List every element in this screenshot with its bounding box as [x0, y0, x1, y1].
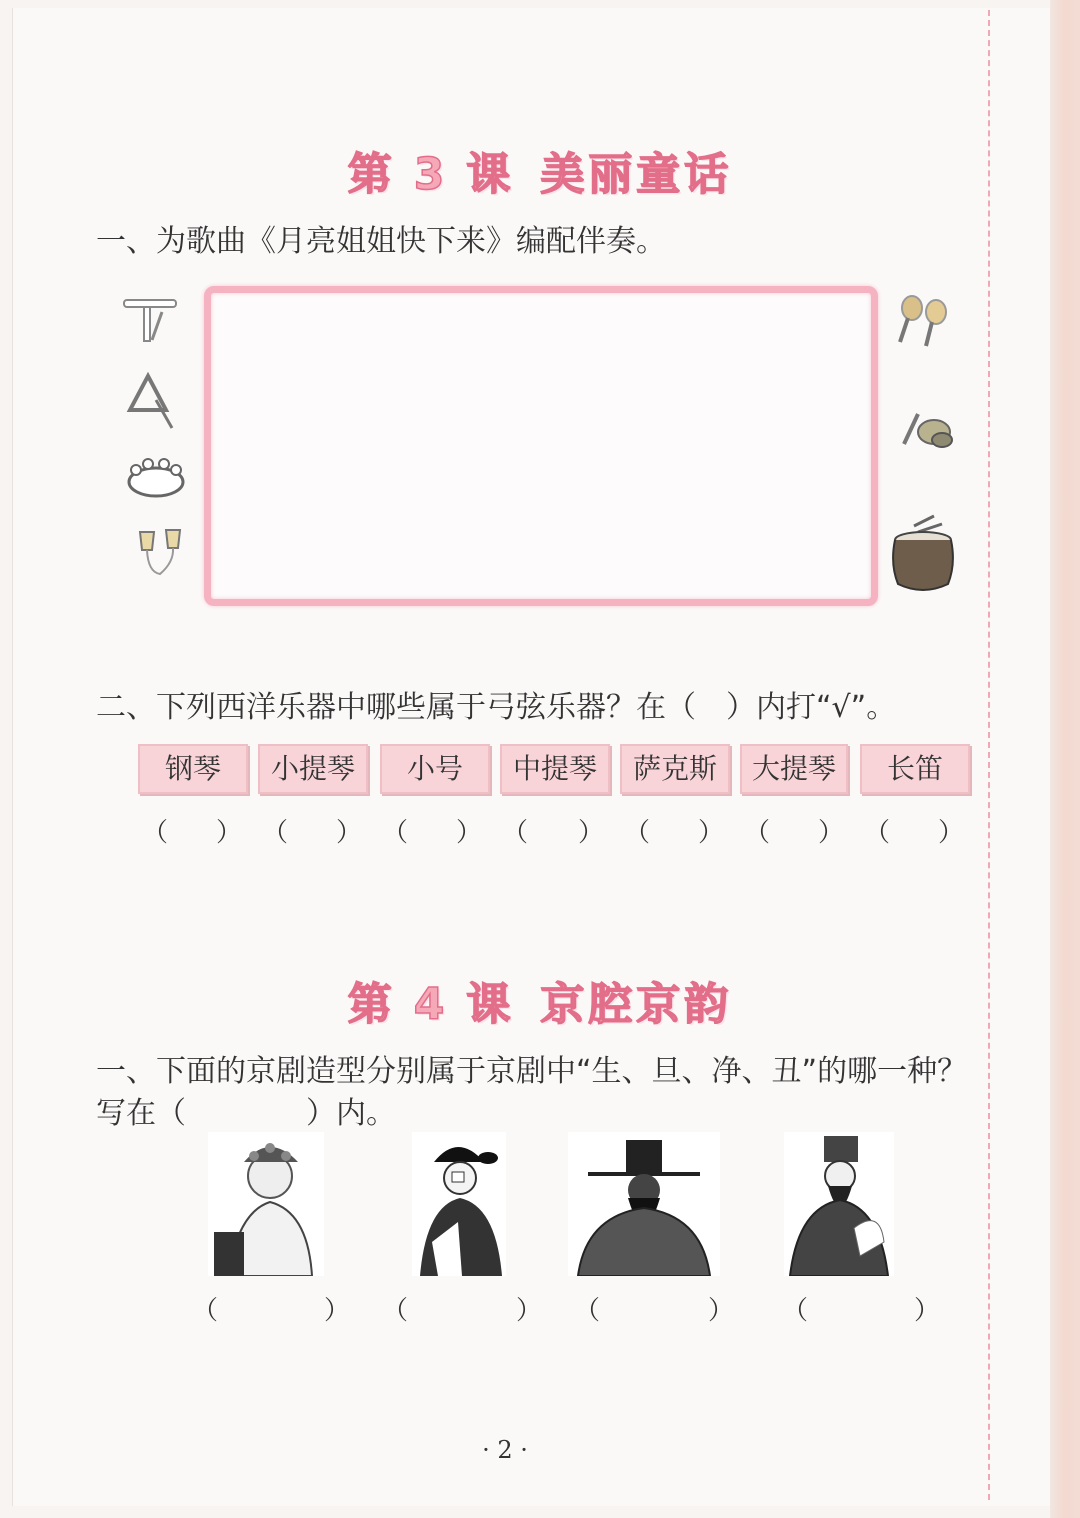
paren-open: （ [574, 1296, 601, 1326]
option-piano: 钢琴 [138, 744, 248, 794]
lesson-4-question-1-line-2: 写在（ ）内。 [96, 1096, 396, 1131]
dan-opera-figure [208, 1132, 324, 1276]
lesson-3-question-1: 一、为歌曲《月亮姐姐快下来》编配伴奏。 [96, 224, 666, 259]
title-suffix: 课 [466, 979, 515, 1030]
title-number: 3 [413, 149, 449, 200]
chou-opera-figure [412, 1132, 506, 1276]
paren-open: （ [744, 818, 771, 848]
paren-close: ） [456, 818, 483, 848]
paren-open: （ [382, 818, 409, 848]
page-number: · 2 · [482, 1436, 528, 1464]
option-flute: 长笛 [860, 744, 970, 794]
title-number: 4 [413, 979, 449, 1030]
drum-icon [888, 512, 958, 596]
paren-open: （ [192, 1296, 219, 1326]
option-saxophone: 萨克斯 [620, 744, 730, 794]
sheng-opera-figure [784, 1132, 894, 1276]
accompaniment-answer-box[interactable] [204, 286, 878, 606]
lesson-3-question-2: 二、下列西洋乐器中哪些属于弓弦乐器？在（ ）内打“√”。 [96, 690, 897, 725]
paren-open: （ [382, 1296, 409, 1326]
tambourine-icon [124, 448, 188, 512]
option-trumpet: 小号 [380, 744, 490, 794]
paren-close: ） [324, 1296, 351, 1326]
paren-close: ） [818, 818, 845, 848]
claves-icon [118, 292, 182, 356]
lesson-4-question-1-line-1: 一、下面的京剧造型分别属于京剧中“生、旦、净、丑”的哪一种？ [96, 1054, 968, 1089]
title-prefix: 第 [347, 979, 396, 1030]
option-violin: 小提琴 [258, 744, 368, 794]
paren-open: （ [782, 1296, 809, 1326]
paren-open: （ [142, 818, 169, 848]
title-prefix: 第 [347, 149, 396, 200]
paren-open: （ [624, 818, 651, 848]
paren-close: ） [938, 818, 965, 848]
bells-icon [128, 522, 192, 586]
paren-close: ） [708, 1296, 735, 1326]
title-name: 美丽童话 [540, 149, 733, 200]
lesson-4-title [0, 968, 1080, 1032]
paren-close: ） [336, 818, 363, 848]
option-cello: 大提琴 [740, 744, 848, 794]
lesson-3-title [0, 138, 1080, 202]
answer-parentheses-row [0, 812, 1000, 848]
paren-close: ） [516, 1296, 543, 1326]
maracas-icon [890, 290, 954, 354]
paren-open: （ [502, 818, 529, 848]
dashed-cut-line [988, 10, 990, 1500]
paren-close: ） [698, 818, 725, 848]
title-suffix: 课 [466, 149, 515, 200]
paren-close: ） [914, 1296, 941, 1326]
figure-answer-row [0, 1290, 1000, 1326]
title-name: 京腔京韵 [540, 979, 733, 1030]
paren-open: （ [262, 818, 289, 848]
page-edge [1050, 0, 1080, 1518]
option-viola: 中提琴 [500, 744, 610, 794]
cymbal-icon [894, 402, 958, 466]
paren-close: ） [578, 818, 605, 848]
triangle-icon [122, 370, 186, 434]
paren-open: （ [864, 818, 891, 848]
jing-opera-figure [568, 1132, 720, 1276]
paren-close: ） [216, 818, 243, 848]
